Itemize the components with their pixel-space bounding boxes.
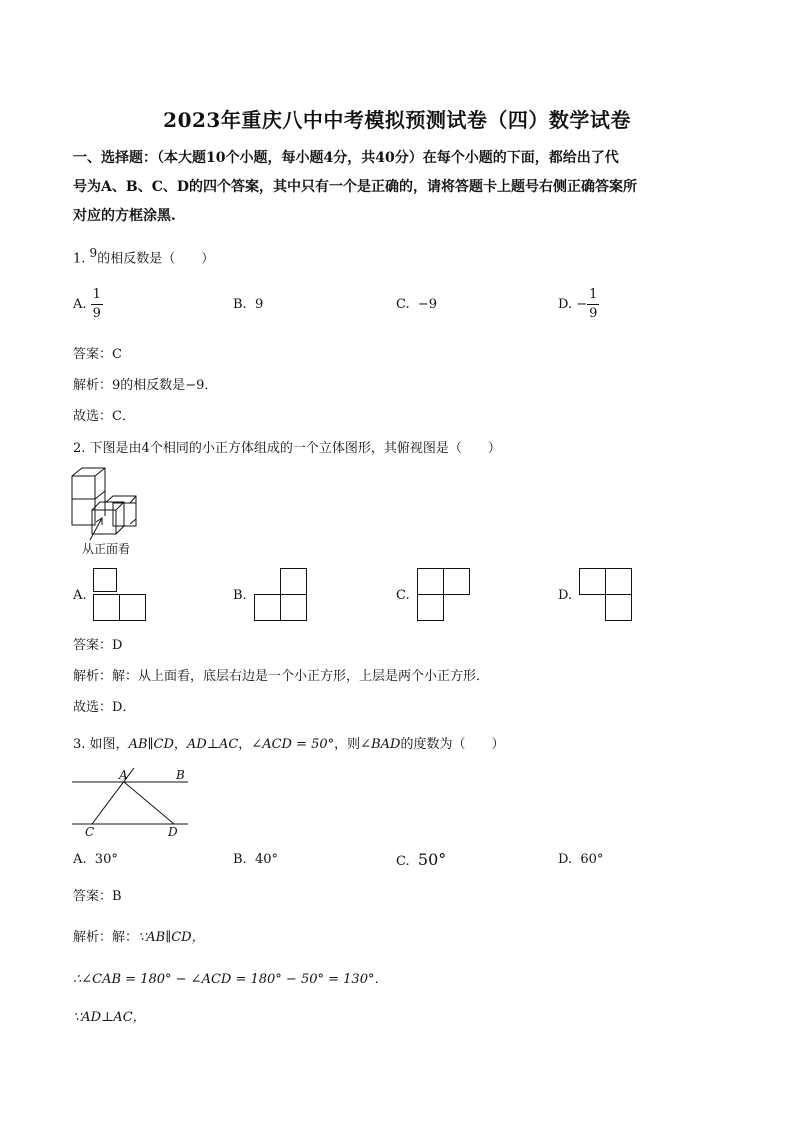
q2-option-b-figure	[254, 568, 308, 622]
q2-option-d-label: D.	[558, 588, 573, 603]
option-label: B.	[233, 852, 247, 867]
option-label: C.	[396, 854, 410, 869]
q2-option-a-label: A.	[73, 588, 87, 603]
label-b: B	[176, 768, 185, 782]
option-label: D.	[558, 852, 573, 867]
question-2-text: 下图是由4个相同的小正方体组成的一个立体图形，其俯视图是（ ）	[89, 441, 501, 456]
analysis-step: ∵AB∥CD，	[138, 930, 205, 945]
grid-square	[119, 594, 146, 621]
q1-option-b	[233, 297, 263, 312]
grid-square	[443, 568, 470, 595]
q1-answer: 答案：C	[73, 347, 122, 362]
option-value: 30°	[94, 852, 118, 867]
numerator: 1	[91, 286, 103, 305]
option-label: C.	[396, 297, 410, 312]
q1-option-a	[73, 286, 103, 323]
question-3-text-mid: ，则	[334, 737, 361, 752]
grid-square	[579, 568, 606, 595]
q3-option-c	[396, 850, 446, 869]
question-number: 1.	[73, 251, 86, 267]
q1-option-d	[558, 286, 599, 323]
cube-edge	[72, 468, 105, 499]
grid-square	[417, 594, 444, 621]
question-1-number-value: 9	[89, 246, 98, 260]
q2-option-b-label: B.	[233, 588, 247, 603]
grid-square	[417, 568, 444, 595]
question-3-text-prefix: 如图，	[89, 737, 129, 752]
q3-analysis-line-1	[73, 926, 205, 945]
denominator: 9	[92, 306, 101, 321]
grid-square	[93, 568, 117, 592]
page-title: 2023年重庆八中中考模拟预测试卷（四）数学试卷	[163, 108, 631, 132]
q2-option-d-figure	[579, 568, 633, 622]
q2-answer: 答案：D	[73, 638, 123, 653]
option-value: 9	[254, 297, 264, 312]
option-value: −9	[417, 297, 438, 312]
segment-ad	[124, 782, 174, 824]
option-label: D.	[558, 297, 573, 312]
geometry-figure	[68, 764, 192, 840]
section-instructions-line-1: 一、选择题：（本大题10个小题，每小题4分，共40分）在每个小题的下面，都给出了代	[73, 150, 619, 166]
grid-square	[605, 568, 632, 595]
grid-square	[254, 594, 281, 621]
question-1	[73, 246, 214, 266]
q2-option-a-figure	[93, 568, 147, 622]
q1-analysis: 解析：9的相反数是−9．	[73, 378, 218, 393]
grid-square	[93, 594, 120, 621]
condition-parallel: AB∥CD	[128, 737, 174, 752]
numerator: 1	[587, 286, 599, 305]
fraction	[91, 286, 103, 323]
cube-face	[72, 476, 95, 499]
cube-edge	[130, 496, 136, 503]
option-label: A.	[73, 297, 87, 312]
question-1-text: 的相反数是（ ）	[97, 251, 215, 267]
q3-answer: 答案：B	[73, 889, 122, 904]
condition-angle: ∠ACD = 50°	[251, 737, 335, 752]
q2-option-c-figure	[417, 568, 471, 622]
option-label: B.	[233, 297, 247, 312]
q2-choice: 故选：D．	[73, 700, 136, 715]
q3-analysis-line-2: ∴∠CAB = 180° − ∠ACD = 180° − 50° = 130°．	[73, 972, 388, 987]
minus-sign: −	[576, 297, 588, 312]
q2-option-c-label: C.	[396, 588, 410, 603]
option-label: A.	[73, 852, 87, 867]
denominator: 9	[589, 306, 598, 321]
question-number: 2.	[73, 441, 86, 456]
segment-ac	[92, 768, 134, 824]
question-number: 3.	[73, 737, 86, 752]
grid-square	[280, 594, 307, 621]
q3-option-a	[73, 852, 118, 867]
analysis-prefix: 解析：解：	[73, 930, 139, 945]
section-instructions-line-2: 号为A、B、C、D的四个答案，其中只有一个是正确的，请将答题卡上题号右侧正确答案所	[73, 179, 637, 195]
q2-analysis: 解析：解：从上面看，底层右边是一个小正方形，上层是两个小正方形．	[73, 669, 490, 684]
target-angle: ∠BAD	[360, 737, 401, 752]
question-3-text-suffix: 的度数为（ ）	[400, 737, 505, 752]
q3-option-b	[233, 852, 278, 867]
q3-analysis-line-3: ∵AD⊥AC，	[73, 1010, 146, 1025]
question-3: 3. 如图，AB∥CD，AD⊥AC，∠ACD = 50°，则∠BAD的度数为（ ）	[73, 737, 505, 752]
q3-option-d	[558, 852, 603, 867]
grid-square	[605, 594, 632, 621]
label-a: A	[119, 768, 128, 782]
label-c: C	[85, 825, 95, 839]
section-instructions-line-3: 对应的方框涂黑.	[73, 208, 176, 224]
q1-option-c	[396, 297, 437, 312]
condition-perpendicular: AD⊥AC	[186, 737, 239, 752]
option-value: 50°	[417, 850, 447, 869]
option-value: 60°	[580, 852, 604, 867]
label-d: D	[168, 825, 178, 839]
option-value: 40°	[254, 852, 278, 867]
q1-choice: 故选：C．	[73, 409, 135, 424]
figure-caption: 从正面看	[82, 542, 131, 556]
fraction	[587, 286, 599, 323]
cube-edge	[95, 468, 105, 476]
question-2	[73, 437, 501, 456]
grid-square	[280, 568, 307, 595]
